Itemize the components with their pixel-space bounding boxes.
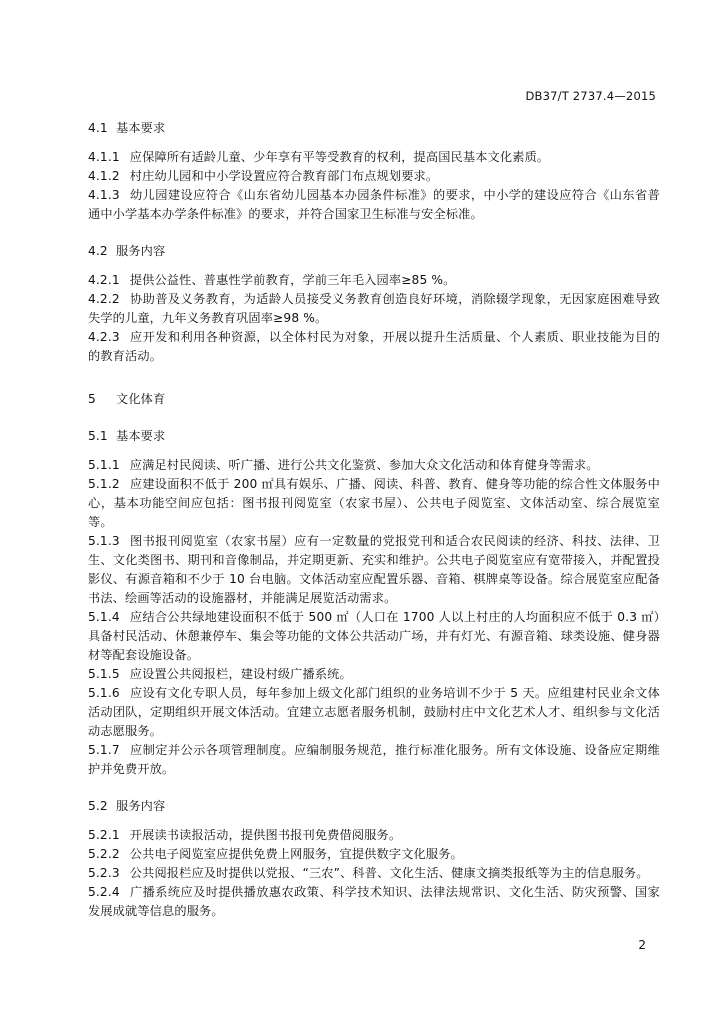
clause (88, 741, 660, 779)
section-heading (88, 797, 660, 816)
clause-number: 4.1.1 (88, 150, 120, 164)
section-heading (88, 119, 660, 138)
clause (88, 290, 660, 328)
clause-text: 幼儿园建设应符合《山东省幼儿园基本办园条件标准》的要求，中小学的建设应符合《山东省普通中小学基本办学条件标准》的要求，并符合国家卫生标准与安全标准。 (88, 188, 660, 221)
clause (88, 826, 660, 845)
chapter-heading (88, 390, 660, 409)
clause (88, 845, 660, 864)
clause-text: 公共电子阅览室应提供免费上网服务，宜提供数字文化服务。 (129, 847, 463, 861)
clause-number: 5.2.2 (88, 847, 120, 861)
clause-number: 5.1.2 (88, 477, 120, 491)
section-title: 服务内容 (116, 244, 166, 258)
clause-number: 4.2.2 (88, 292, 120, 306)
clause-text: 应满足村民阅读、听广播、进行公共文化鉴赏、参加大众文化活动和体育健身等需求。 (129, 458, 599, 472)
clause (88, 328, 660, 366)
clause (88, 684, 660, 741)
section-number: 4.1 (88, 121, 108, 135)
clause-number: 5.2.1 (88, 828, 120, 842)
clause-text: 提供公益性、普惠性学前教育，学前三年毛入园率≥85 %。 (129, 273, 456, 287)
clause-number: 5.1.5 (88, 667, 120, 681)
section-heading (88, 242, 660, 261)
clause-text: 应保障所有适龄儿童、少年享有平等受教育的权利，提高国民基本文化素质。 (129, 150, 550, 164)
clause (88, 883, 660, 921)
clause-number: 4.1.3 (88, 188, 120, 202)
clause-text: 开展读书读报活动，提供图书报刊免费借阅服务。 (129, 828, 402, 842)
clause-number: 5.1.7 (88, 743, 120, 757)
clause-text: 应设置公共阅报栏，建设村级广播系统。 (129, 667, 352, 681)
section-number: 5.1 (88, 429, 108, 443)
clause-number: 5.2.3 (88, 866, 120, 880)
clause (88, 608, 660, 665)
document-id: DB37/T 2737.4—2015 (525, 89, 656, 103)
clause (88, 665, 660, 684)
clause (88, 475, 660, 532)
section-title: 服务内容 (116, 799, 166, 813)
chapter-number: 5 (88, 392, 96, 406)
clause-text: 应结合公共绿地建设面积不低于 500 ㎡（人口在 1700 人以上村庄的人均面积应不低于 0.3 ㎡）具备村民活动、休憩兼停车、集会等功能的文体公共活动广场，并有灯光、有源音箱、球类设施、健身器材等配套设施设备。 (88, 610, 660, 662)
section-title: 基本要求 (116, 429, 166, 443)
section-heading (88, 427, 660, 446)
clause-number: 5.2.4 (88, 885, 120, 899)
clause (88, 864, 660, 883)
clause-text: 协助普及义务教育，为适龄人员接受义务教育创造良好环境，消除辍学现象，无因家庭困难导致失学的儿童，九年义务教育巩固率≥98 %。 (88, 292, 660, 325)
chapter-title: 文化体育 (116, 392, 166, 406)
clause-number: 4.2.3 (88, 330, 120, 344)
clause-number: 5.1.6 (88, 686, 120, 700)
document-body (88, 119, 660, 921)
clause (88, 532, 660, 608)
clause-number: 5.1.3 (88, 534, 120, 548)
clause (88, 456, 660, 475)
clause-text: 村庄幼儿园和中小学设置应符合教育部门布点规划要求。 (129, 169, 439, 183)
section-number: 5.2 (88, 799, 108, 813)
clause (88, 271, 660, 290)
clause (88, 167, 660, 186)
clause-number: 5.1.1 (88, 458, 120, 472)
clause-text: 广播系统应及时提供播放惠农政策、科学技术知识、法律法规常识、文化生活、防灾预警、国家发展成就等信息的服务。 (88, 885, 660, 918)
clause-text: 应开发和利用各种资源，以全体村民为对象，开展以提升生活质量、个人素质、职业技能为目的的教育活动。 (88, 330, 660, 363)
clause-text: 公共阅报栏应及时提供以党报、“三农”、科普、文化生活、健康文摘类报纸等为主的信息服务。 (129, 866, 649, 880)
clause-text: 图书报刊阅览室（农家书屋）应有一定数量的党报党刊和适合农民阅读的经济、科技、法律、卫生、文化类图书、期刊和音像制品，并定期更新、充实和维护。公共电子阅览室应有宽带接入，并配置投影仪、有源音箱和不少于 10 台电脑。文体活动室应配置乐器、音箱、棋牌桌等设备。综合展览室应配备书法、绘画等活动的设施器材，并能满足展览活动需求。 (88, 534, 660, 605)
clause (88, 148, 660, 167)
clause-number: 4.2.1 (88, 273, 120, 287)
page-number: 2 (638, 938, 646, 952)
clause-text: 应建设面积不低于 200 ㎡具有娱乐、广播、阅读、科普、教育、健身等功能的综合性文体服务中心，基本功能空间应包括：图书报刊阅览室（农家书屋）、公共电子阅览室、文体活动室、综合展览室等。 (88, 477, 660, 529)
section-title: 基本要求 (116, 121, 166, 135)
clause-text: 应设有文化专职人员，每年参加上级文化部门组织的业务培训不少于 5 天。应组建村民业余文体活动团队，定期组织开展文体活动。宜建立志愿者服务机制，鼓励村庄中文化艺术人才、组织参与文化活动志愿服务。 (88, 686, 660, 738)
clause-text: 应制定并公示各项管理制度。应编制服务规范，推行标准化服务。所有文体设施、设备应定期维护并免费开放。 (88, 743, 660, 776)
section-number: 4.2 (88, 244, 108, 258)
clause-number: 5.1.4 (88, 610, 120, 624)
clause (88, 186, 660, 224)
clause-number: 4.1.2 (88, 169, 120, 183)
